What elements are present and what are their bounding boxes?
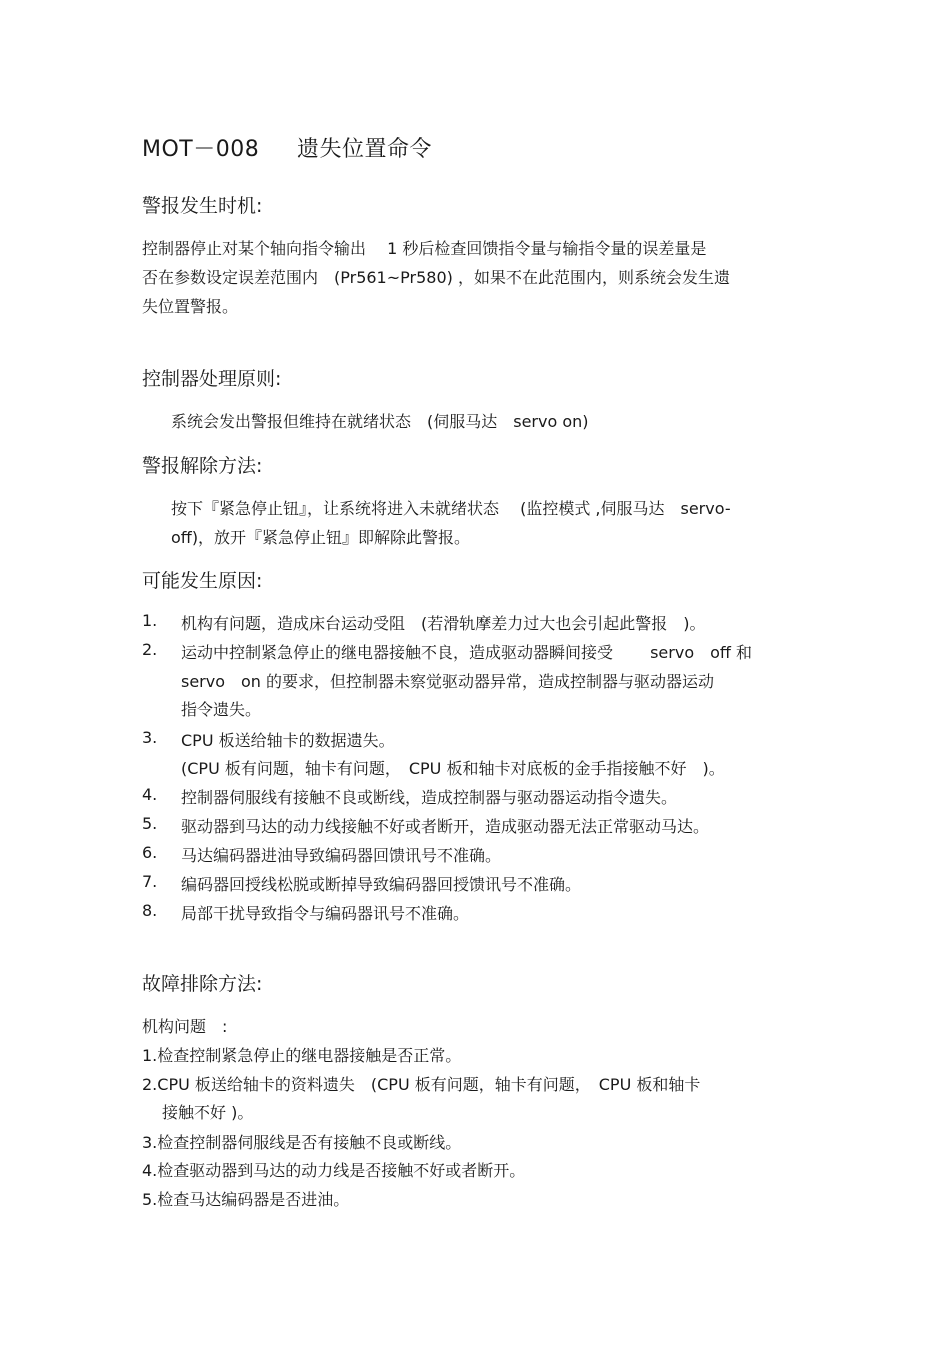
cause-number: 5. [142,814,158,833]
cause-text: 局部干扰导致指令与编码器讯号不准确。 [181,904,470,923]
cause-text: 驱动器到马达的动力线接触不好或者断开，造成驱动器无法正常驱动马达。 [181,817,710,836]
troubleshoot-heading: 故障排除方法: [142,973,263,995]
troubleshoot-line: 2.CPU 板送给轴卡的资料遗失 (CPU 板有问题，轴卡有问题， CPU 板和轴卡 [142,1075,701,1094]
cause-text: CPU 板送给轴卡的数据遗失。 [181,731,395,750]
troubleshoot-intro: 机构问题 : [142,1017,228,1036]
cause-number: 7. [142,872,158,891]
document-title: 遗失位置命令 [297,137,433,162]
release-heading: 警报解除方法: [142,455,263,477]
cause-number: 6. [142,843,158,862]
cause-text: 控制器伺服线有接触不良或断线，造成控制器与驱动器运动指令遗失。 [181,788,678,807]
troubleshoot-line: 4.检查驱动器到马达的动力线是否接触不好或者断开。 [142,1161,526,1180]
handling-heading: 控制器处理原则: [142,368,282,390]
trigger-line: 控制器停止对某个轴向指令输出 1 秒后检查回馈指令量与输指令量的误差量是 [142,239,707,258]
trigger-heading: 警报发生时机: [142,195,263,217]
cause-number: 8. [142,901,158,920]
cause-text: 指令遗失。 [181,700,262,719]
cause-text: 机构有问题，造成床台运动受阻 (若滑轨摩差力过大也会引起此警报 )。 [181,614,706,633]
causes-heading: 可能发生原因: [142,570,263,592]
release-line: off)，放开『紧急停止钮』即解除此警报。 [171,528,471,547]
cause-text: servo on 的要求，但控制器未察觉驱动器异常，造成控制器与驱动器运动 [181,672,715,691]
troubleshoot-line: 3.检查控制器伺服线是否有接触不良或断线。 [142,1133,462,1152]
cause-number: 4. [142,785,158,804]
cause-text: (CPU 板有问题，轴卡有问题， CPU 板和轴卡对底板的金手指接触不好 )。 [181,759,725,778]
cause-text: 运动中控制紧急停止的继电器接触不良，造成驱动器瞬间接受 servo off 和 [181,643,753,662]
troubleshoot-line: 5.检查马达编码器是否进油。 [142,1190,350,1209]
release-line: 按下『紧急停止钮』，让系统将进入未就绪状态 (监控模式 ,伺服马达 servo- [171,499,731,518]
cause-text: 编码器回授线松脱或断掉导致编码器回授馈讯号不准确。 [181,875,582,894]
cause-text: 马达编码器进油导致编码器回馈讯号不准确。 [181,846,502,865]
handling-text: 系统会发出警报但维持在就绪状态 (伺服马达 servo on) [171,412,589,431]
document-code: MOT－008 [142,137,260,162]
cause-number: 3. [142,728,158,747]
trigger-line: 否在参数设定误差范围内 (Pr561~Pr580) ，如果不在此范围内，则系统会发生遗 [142,268,730,287]
cause-number: 2. [142,640,158,659]
trigger-line: 失位置警报。 [142,297,239,316]
troubleshoot-line: 1.检查控制紧急停止的继电器接触是否正常。 [142,1046,462,1065]
cause-number: 1. [142,611,158,630]
troubleshoot-line: 接触不好 )。 [162,1103,254,1122]
